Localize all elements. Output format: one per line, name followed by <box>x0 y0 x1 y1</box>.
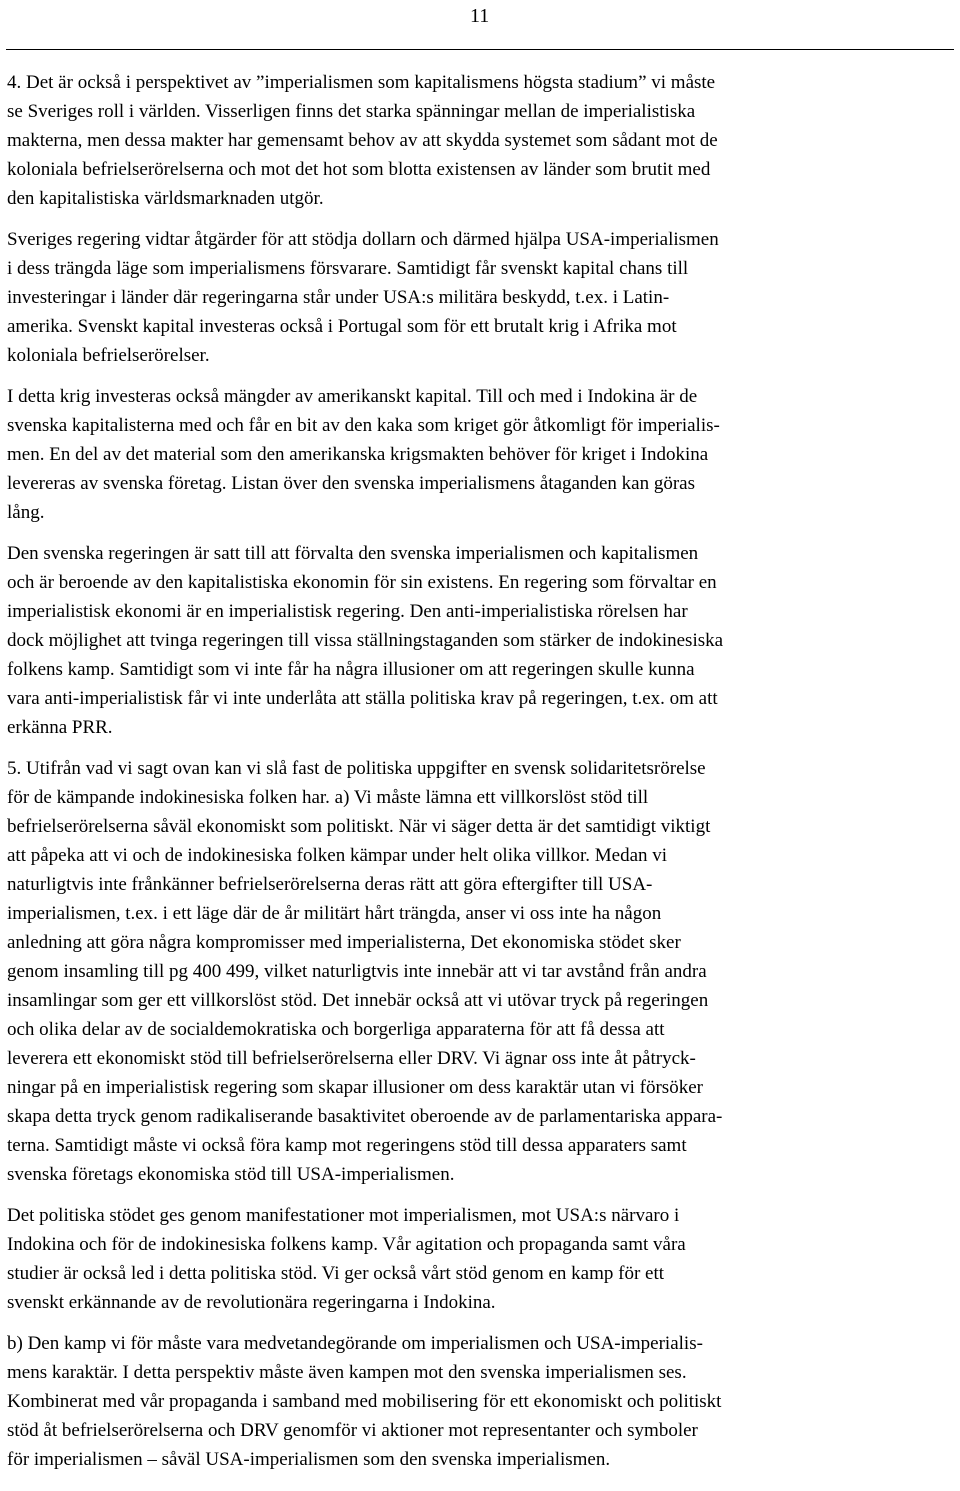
text-line: Sveriges regering vidtar åtgärder för att stödja dollarn och därmed hjälpa USA-imperialismen <box>7 229 719 250</box>
text-line: amerika. Svenskt kapital investeras också i Portugal som för ett brutalt krig i Afrika mot <box>7 316 677 337</box>
paragraph-5 <box>7 754 957 1189</box>
text-line: genom insamling till pg 400 499, vilket naturligtvis inte innebär att vi tar avstånd från andra <box>7 961 707 982</box>
text-line: imperialistisk ekonomi är en imperialistisk regering. Den anti-imperialistiska rörelsen har <box>7 601 688 622</box>
text-line: svenskt erkännande av de revolutionära regeringarna i Indokina. <box>7 1292 496 1313</box>
text-line: Indokina och för de indokinesiska folkens kamp. Vår agitation och propaganda samt våra <box>7 1234 686 1255</box>
text-line: Det politiska stödet ges genom manifestationer mot imperialismen, mot USA:s närvaro i <box>7 1205 680 1226</box>
text-line: 4. Det är också i perspektivet av ”imperialismen som kapitalismens högsta stadium” vi måste <box>7 72 716 93</box>
text-line: leverera ett ekonomiskt stöd till befrielserörelserna eller DRV. Vi ägnar oss inte åt påtryck- <box>7 1048 696 1069</box>
text-line: vara anti-imperialistisk får vi inte underlåta att ställa politiska krav på regeringen, t.ex. om att <box>7 688 718 709</box>
text-line: studier är också led i detta politiska stöd. Vi ger också vårt stöd genom en kamp för ett <box>7 1263 665 1284</box>
text-line: imperialismen, t.ex. i ett läge där de år militärt hårt trängda, anser vi oss inte ha någon <box>7 903 662 924</box>
text-line: erkänna PRR. <box>7 717 113 738</box>
text-line: att påpeka att vi och de indokinesiska folken kämpar under helt olika villkor. Medan vi <box>7 845 668 866</box>
text-line: investeringar i länder där regeringarna står under USA:s militära beskydd, t.ex. i Latin- <box>7 287 670 308</box>
paragraph-4 <box>7 539 957 742</box>
header-rule <box>6 49 954 50</box>
text-line: koloniala befrielserörelser. <box>7 345 210 366</box>
text-line: dock möjlighet att tvinga regeringen till vissa ställningstaganden som stärker de indokinesiska <box>7 630 724 651</box>
text-line: I detta krig investeras också mängder av amerikanskt kapital. Till och med i Indokina är de <box>7 386 698 407</box>
text-line: men. En del av det material som den amerikanska krigsmakten behöver för kriget i Indokina <box>7 444 709 465</box>
text-line: den kapitalistiska världsmarknaden utgör. <box>7 188 324 209</box>
document-body <box>7 68 957 1486</box>
text-line: koloniala befrielserörelserna och mot det hot som blotta existensen av länder som brutit med <box>7 159 711 180</box>
text-line: lång. <box>7 502 45 523</box>
text-line: se Sveriges roll i världen. Visserligen finns det starka spänningar mellan de imperialistiska <box>7 101 696 122</box>
text-line: terna. Samtidigt måste vi också föra kamp mot regeringens stöd till dessa apparaters samt <box>7 1135 687 1156</box>
text-line: skapa detta tryck genom radikaliserande basaktivitet oberoende av de parlamentariska appara- <box>7 1106 723 1127</box>
text-line: och är beroende av den kapitalistiska ekonomin för sin existens. En regering som förvaltar en <box>7 572 717 593</box>
text-line: folkens kamp. Samtidigt som vi inte får ha några illusioner om att regeringen skulle kunna <box>7 659 695 680</box>
text-line: för imperialismen – såväl USA-imperialismen som den svenska imperialismen. <box>7 1449 611 1470</box>
text-line: stöd åt befrielserörelserna och DRV genomför vi aktioner mot representanter och symboler <box>7 1420 698 1441</box>
page-number: 11 <box>470 5 490 27</box>
text-line: i dess trängda läge som imperialismens försvarare. Samtidigt får svenskt kapital chans till <box>7 258 689 279</box>
paragraph-2 <box>7 225 957 370</box>
text-line: naturligtvis inte frånkänner befrielserörelserna deras rätt att göra eftergifter till USA- <box>7 874 653 895</box>
text-line: befrielserörelserna såväl ekonomiskt som politiskt. När vi säger detta är det samtidigt viktigt <box>7 816 711 837</box>
text-line: makterna, men dessa makter har gemensamt behov av att skydda systemet som sådant mot de <box>7 130 718 151</box>
text-line: för de kämpande indokinesiska folken har. a) Vi måste lämna ett villkorslöst stöd till <box>7 787 649 808</box>
text-line: insamlingar som ger ett villkorslöst stöd. Det innebär också att vi utövar tryck på regeringen <box>7 990 709 1011</box>
text-line: svenska företags ekonomiska stöd till USA-imperialismen. <box>7 1164 455 1185</box>
text-line: Den svenska regeringen är satt till att förvalta den svenska imperialismen och kapitalismen <box>7 543 699 564</box>
text-line: svenska kapitalisterna med och får en bit av den kaka som kriget gör åtkomligt för imperialis- <box>7 415 720 436</box>
paragraph-6 <box>7 1201 957 1317</box>
text-line: Kombinerat med vår propaganda i samband med mobilisering för ett ekonomiskt och politiskt <box>7 1391 722 1412</box>
text-line: levereras av svenska företag. Listan över den svenska imperialismens åtaganden kan göras <box>7 473 695 494</box>
text-line: 5. Utifrån vad vi sagt ovan kan vi slå fast de politiska uppgifter en svensk solidaritetsrörelse <box>7 758 706 779</box>
text-line: ningar på en imperialistisk regering som skapar illusioner om dess karaktär utan vi försöker <box>7 1077 703 1098</box>
paragraph-3 <box>7 382 957 527</box>
text-line: mens karaktär. I detta perspektiv måste även kampen mot den svenska imperialismen ses. <box>7 1362 687 1383</box>
text-line: anledning att göra några kompromisser med imperialisterna, Det ekonomiska stödet sker <box>7 932 681 953</box>
text-line: b) Den kamp vi för måste vara medvetandegörande om imperialismen och USA-imperialis- <box>7 1333 703 1354</box>
text-line: och olika delar av de socialdemokratiska och borgerliga apparaterna för att få dessa att <box>7 1019 665 1040</box>
paragraph-1 <box>7 68 957 213</box>
paragraph-7 <box>7 1329 957 1474</box>
